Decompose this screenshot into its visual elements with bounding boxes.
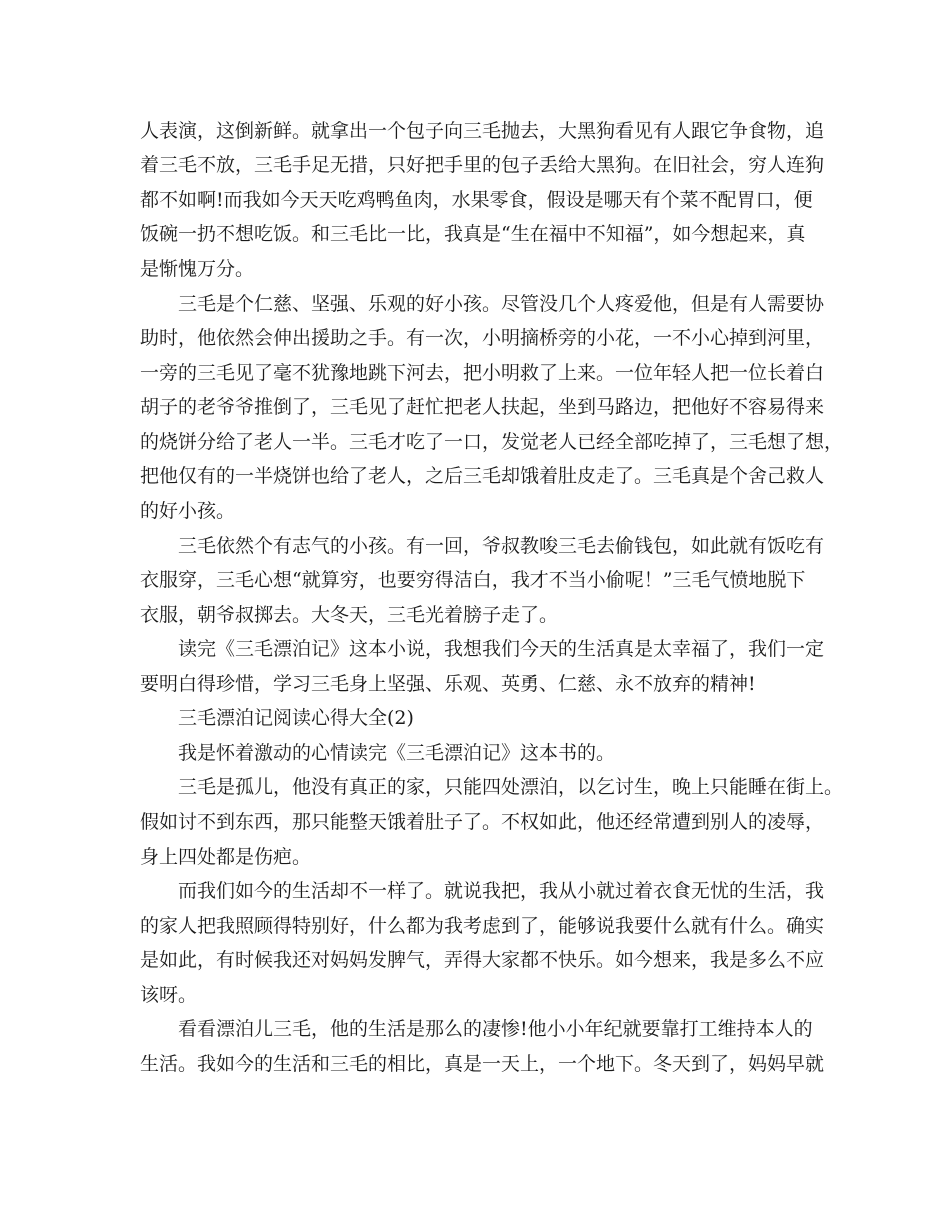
paragraph-start-line: 而我们如今的生活却不一样了。就说我把，我从小就过着衣食无忧的生活，我 <box>178 880 825 902</box>
paragraph-start-line: 三毛依然个有志气的小孩。有一回，爷叔教唆三毛去偷钱包，如此就有饭吃有 <box>178 535 825 557</box>
text-line: 着三毛不放，三毛手足无措，只好把手里的包子丢给大黑狗。在旧社会，穷人连狗 <box>140 154 825 176</box>
text-line: 要明白得珍惜，学习三毛身上坚强、乐观、英勇、仁慈、永不放弃的精神! <box>140 673 756 695</box>
text-line: 假如讨不到东西，那只能整天饿着肚子了。不权如此，他还经常遭到别人的凌辱， <box>140 811 825 833</box>
paragraph-start-line: 读完《三毛漂泊记》这本小说，我想我们今天的生活真是太幸福了，我们一定 <box>178 638 825 660</box>
text-line: 衣服穿，三毛心想“就算穷，也要穷得洁白，我才不当小偷呢！”三毛气愤地脱下 <box>140 569 806 591</box>
text-line: 衣服，朝爷叔掷去。大冬天，三毛光着膀子走了。 <box>140 604 559 626</box>
text-line: 是惭愧万分。 <box>140 258 255 280</box>
paragraph-start-line: 看看漂泊儿三毛，他的生活是那么的凄惨!他小小年纪就要靠打工维持本人的 <box>178 1018 813 1040</box>
text-line: 是如此，有时候我还对妈妈发脾气，弄得大家都不快乐。如今想来，我是多么不应 <box>140 949 825 971</box>
section-heading: 三毛漂泊记阅读心得大全(2) <box>178 707 414 729</box>
text-line: 的烧饼分给了老人一半。三毛才吃了一口，发觉老人已经全部吃掉了，三毛想了想， <box>140 431 844 453</box>
text-line: 一旁的三毛见了毫不犹豫地跳下河去，把小明救了上来。一位年轻人把一位长着白 <box>140 362 825 384</box>
text-line: 人表演，这倒新鲜。就拿出一个包子向三毛抛去，大黑狗看见有人跟它争食物，追 <box>140 120 825 142</box>
text-line: 把他仅有的一半烧饼也给了老人，之后三毛却饿着肚皮走了。三毛真是个舍己救人 <box>140 465 825 487</box>
text-line: 的好小孩。 <box>140 500 236 522</box>
paragraph-start-line: 三毛是个仁慈、坚强、乐观的好小孩。尽管没几个人疼爱他，但是有人需要协 <box>178 293 825 315</box>
paragraph-start-line: 我是怀着激动的心情读完《三毛漂泊记》这本书的。 <box>178 742 616 764</box>
text-line: 的家人把我照顾得特别好，什么都为我考虑到了，能够说我要什么就有什么。确实 <box>140 915 825 937</box>
text-line: 助时，他依然会伸出援助之手。有一次，小明摘桥旁的小花，一不小心掉到河里， <box>140 327 825 349</box>
text-line: 该呀。 <box>140 984 198 1006</box>
paragraph-start-line: 三毛是孤儿，他没有真正的家，只能四处漂泊，以乞讨生，晚上只能睡在街上。 <box>178 776 844 798</box>
text-line: 饭碗一扔不想吃饭。和三毛比一比，我真是“生在福中不知福”，如今想起来，真 <box>140 223 806 245</box>
text-line: 都不如啊!而我如今天天吃鸡鸭鱼肉，水果零食，假设是哪天有个菜不配胃口，便 <box>140 189 813 211</box>
text-line: 生活。我如今的生活和三毛的相比，真是一天上，一个地下。冬天到了，妈妈早就 <box>140 1053 825 1075</box>
text-line: 身上四处都是伤疤。 <box>140 846 312 868</box>
text-line: 胡子的老爷爷推倒了，三毛见了赶忙把老人扶起，坐到马路边，把他好不容易得来 <box>140 396 825 418</box>
